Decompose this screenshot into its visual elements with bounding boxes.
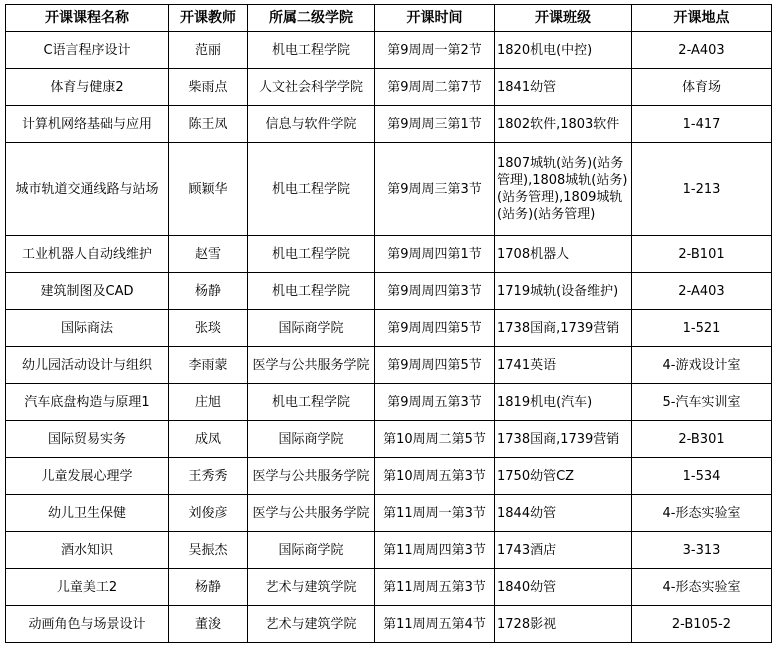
college-cell: 信息与软件学院	[248, 106, 375, 143]
header-class: 开课班级	[495, 5, 632, 32]
table-row	[6, 495, 772, 532]
location-cell: 2-B105-2	[632, 606, 772, 643]
class-cell: 1728影视	[495, 606, 632, 643]
course-name-cell: 国际贸易实务	[6, 421, 169, 458]
table-row	[6, 421, 772, 458]
time-cell: 第9周周五第3节	[375, 384, 495, 421]
time-cell: 第9周周四第5节	[375, 347, 495, 384]
course-name-cell: 幼儿园活动设计与组织	[6, 347, 169, 384]
college-cell: 艺术与建筑学院	[248, 569, 375, 606]
table-row	[6, 458, 772, 495]
header-teacher: 开课教师	[169, 5, 248, 32]
table-row	[6, 32, 772, 69]
teacher-cell: 庄旭	[169, 384, 248, 421]
teacher-cell: 杨静	[169, 273, 248, 310]
location-cell: 1-417	[632, 106, 772, 143]
course-name-cell: 体育与健康2	[6, 69, 169, 106]
college-cell: 人文社会科学学院	[248, 69, 375, 106]
course-name-cell: 儿童美工2	[6, 569, 169, 606]
header-time: 开课时间	[375, 5, 495, 32]
teacher-cell: 王秀秀	[169, 458, 248, 495]
college-cell: 机电工程学院	[248, 236, 375, 273]
location-cell: 5-汽车实训室	[632, 384, 772, 421]
time-cell: 第11周周一第3节	[375, 495, 495, 532]
table-row	[6, 273, 772, 310]
teacher-cell: 顾颖华	[169, 143, 248, 236]
college-cell: 机电工程学院	[248, 273, 375, 310]
time-cell: 第9周周四第5节	[375, 310, 495, 347]
college-cell: 机电工程学院	[248, 143, 375, 236]
class-cell: 1844幼管	[495, 495, 632, 532]
table-row	[6, 106, 772, 143]
time-cell: 第11周周四第3节	[375, 532, 495, 569]
location-cell: 1-534	[632, 458, 772, 495]
location-cell: 2-A403	[632, 32, 772, 69]
class-cell: 1741英语	[495, 347, 632, 384]
class-cell: 1840幼管	[495, 569, 632, 606]
teacher-cell: 董浚	[169, 606, 248, 643]
course-name-cell: 幼儿卫生保健	[6, 495, 169, 532]
class-cell: 1841幼管	[495, 69, 632, 106]
table-row	[6, 310, 772, 347]
location-cell: 体育场	[632, 69, 772, 106]
table-row	[6, 69, 772, 106]
table-row	[6, 236, 772, 273]
class-cell: 1738国商,1739营销	[495, 421, 632, 458]
teacher-cell: 刘俊彦	[169, 495, 248, 532]
teacher-cell: 吴振杰	[169, 532, 248, 569]
class-cell: 1743酒店	[495, 532, 632, 569]
teacher-cell: 柴雨点	[169, 69, 248, 106]
table-row	[6, 143, 772, 236]
class-cell: 1719城轨(设备维护)	[495, 273, 632, 310]
time-cell: 第9周周二第7节	[375, 69, 495, 106]
college-cell: 国际商学院	[248, 532, 375, 569]
course-name-cell: 儿童发展心理学	[6, 458, 169, 495]
time-cell: 第11周周五第4节	[375, 606, 495, 643]
college-cell: 医学与公共服务学院	[248, 458, 375, 495]
teacher-cell: 杨静	[169, 569, 248, 606]
location-cell: 4-形态实验室	[632, 495, 772, 532]
class-cell: 1708机器人	[495, 236, 632, 273]
course-name-cell: 酒水知识	[6, 532, 169, 569]
course-name-cell: C语言程序设计	[6, 32, 169, 69]
college-cell: 医学与公共服务学院	[248, 495, 375, 532]
table-row	[6, 384, 772, 421]
location-cell: 3-313	[632, 532, 772, 569]
time-cell: 第9周周四第3节	[375, 273, 495, 310]
teacher-cell: 张琰	[169, 310, 248, 347]
teacher-cell: 赵雪	[169, 236, 248, 273]
course-name-cell: 建筑制图及CAD	[6, 273, 169, 310]
time-cell: 第11周周五第3节	[375, 569, 495, 606]
course-name-cell: 国际商法	[6, 310, 169, 347]
table-row	[6, 569, 772, 606]
location-cell: 4-游戏设计室	[632, 347, 772, 384]
header-course-name: 开课课程名称	[6, 5, 169, 32]
class-cell: 1738国商,1739营销	[495, 310, 632, 347]
college-cell: 国际商学院	[248, 310, 375, 347]
header-college: 所属二级学院	[248, 5, 375, 32]
table-row	[6, 606, 772, 643]
course-schedule-table	[5, 4, 772, 643]
teacher-cell: 成凤	[169, 421, 248, 458]
college-cell: 艺术与建筑学院	[248, 606, 375, 643]
class-cell: 1819机电(汽车)	[495, 384, 632, 421]
teacher-cell: 陈王凤	[169, 106, 248, 143]
table-row	[6, 532, 772, 569]
college-cell: 国际商学院	[248, 421, 375, 458]
teacher-cell: 范丽	[169, 32, 248, 69]
course-name-cell: 城市轨道交通线路与站场	[6, 143, 169, 236]
location-cell: 4-形态实验室	[632, 569, 772, 606]
course-name-cell: 计算机网络基础与应用	[6, 106, 169, 143]
college-cell: 医学与公共服务学院	[248, 347, 375, 384]
time-cell: 第10周周五第3节	[375, 458, 495, 495]
time-cell: 第9周周三第1节	[375, 106, 495, 143]
class-cell: 1802软件,1803软件	[495, 106, 632, 143]
time-cell: 第9周周四第1节	[375, 236, 495, 273]
location-cell: 1-521	[632, 310, 772, 347]
time-cell: 第9周周一第2节	[375, 32, 495, 69]
course-name-cell: 汽车底盘构造与原理1	[6, 384, 169, 421]
header-row	[6, 5, 772, 32]
location-cell: 2-B301	[632, 421, 772, 458]
teacher-cell: 李雨蒙	[169, 347, 248, 384]
time-cell: 第9周周三第3节	[375, 143, 495, 236]
class-cell: 1750幼管CZ	[495, 458, 632, 495]
college-cell: 机电工程学院	[248, 384, 375, 421]
course-name-cell: 动画角色与场景设计	[6, 606, 169, 643]
class-cell: 1820机电(中控)	[495, 32, 632, 69]
time-cell: 第10周周二第5节	[375, 421, 495, 458]
header-location: 开课地点	[632, 5, 772, 32]
course-name-cell: 工业机器人自动线维护	[6, 236, 169, 273]
college-cell: 机电工程学院	[248, 32, 375, 69]
location-cell: 2-A403	[632, 273, 772, 310]
table-row	[6, 347, 772, 384]
location-cell: 2-B101	[632, 236, 772, 273]
location-cell: 1-213	[632, 143, 772, 236]
class-cell: 1807城轨(站务)(站务管理),1808城轨(站务)(站务管理),1809城轨(站务)(站务管理)	[495, 143, 632, 236]
